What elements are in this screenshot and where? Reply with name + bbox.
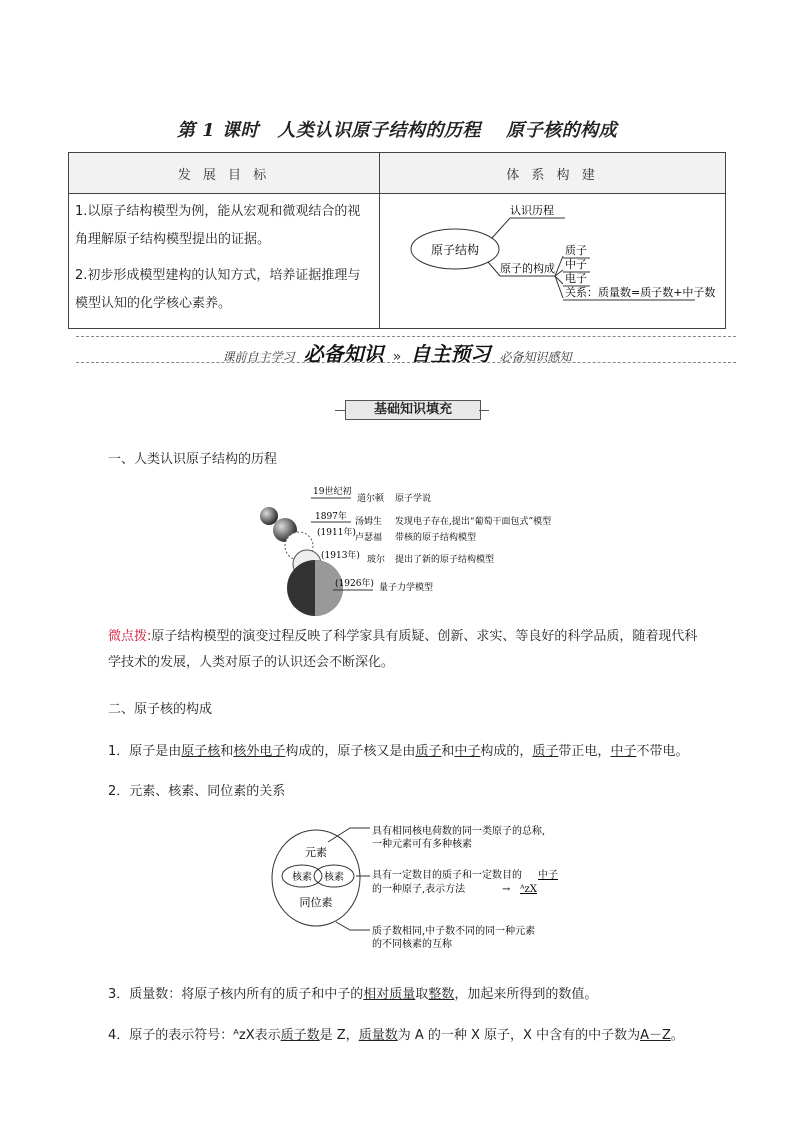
relation-note: 的一种原子,表示方法 bbox=[372, 884, 466, 895]
goal-list bbox=[69, 194, 380, 329]
section-heading: 一、人类认识原子结构的历程 bbox=[108, 452, 278, 467]
history-model: 发现电子存在,提出“葡萄干面包式”模型 bbox=[395, 517, 552, 527]
divider bbox=[479, 410, 489, 411]
section-heading: 二、原子核的构成 bbox=[108, 702, 213, 717]
diagram-branch-top: 认识历程 bbox=[510, 204, 554, 217]
history-person: 玻尔 bbox=[367, 555, 386, 565]
relation-diagram bbox=[266, 822, 586, 962]
element-label: 元素 bbox=[305, 846, 327, 859]
relation-note: 具有一定数目的质子和一定数目的 bbox=[372, 870, 522, 881]
banner-main-right: 自主预习 bbox=[410, 342, 491, 366]
divider bbox=[335, 410, 345, 411]
history-person: 卢瑟福 bbox=[355, 533, 383, 543]
paragraph-2: 2．元素、核素、同位素的关系 bbox=[108, 784, 286, 799]
divider bbox=[76, 336, 736, 337]
relation-note: 一种元素可有多种核素 bbox=[372, 839, 472, 850]
diagram-relation: 关系：质量数=质子数+中子数 bbox=[565, 286, 716, 299]
goal-item: 2.初步形成模型建构的认知方式，培养证据推理与模型认知的化学核心素养。 bbox=[75, 268, 361, 311]
chevron-icon: » bbox=[392, 349, 402, 365]
paragraph-4: 4．原子的表示符号：ᴬzX表示质子数是 Z，质量数为 A 的一种 X 原子，X 中含有的中子数为A－Z。 bbox=[108, 1028, 684, 1043]
tip-label: 微点拨: bbox=[108, 629, 152, 644]
nuclide-label: 核素 bbox=[292, 872, 312, 883]
diagram-item: 质子 bbox=[565, 244, 587, 257]
tip-paragraph bbox=[108, 624, 708, 676]
isotope-label: 同位素 bbox=[299, 896, 333, 909]
relation-note: 中子 bbox=[538, 870, 558, 881]
history-person: 汤姆生 bbox=[355, 517, 383, 527]
relation-arrow: → bbox=[502, 884, 511, 895]
history-year: (1926年) bbox=[335, 579, 374, 589]
history-person: 道尔顿 bbox=[357, 494, 385, 504]
diagram-item: 中子 bbox=[565, 258, 587, 271]
goal-table bbox=[68, 152, 726, 329]
history-model: 带核的原子结构模型 bbox=[395, 533, 477, 543]
relation-note: 质子数相同,中子数不同的同一种元素 bbox=[372, 926, 536, 937]
diagram-branch-bottom: 原子的构成 bbox=[500, 262, 555, 275]
relation-note: 具有相同核电荷数的同一类原子的总称, bbox=[372, 826, 546, 837]
nuclide-label: 核素 bbox=[324, 872, 344, 883]
system-header: 体 系 构 建 bbox=[380, 153, 726, 194]
history-model: 量子力学模型 bbox=[379, 583, 434, 593]
section-pill: 基础知识填充 bbox=[345, 400, 481, 420]
paragraph-1: 1．原子是由原子核和核外电子构成的，原子核又是由质子和中子构成的，质子带正电，中子不带电。 bbox=[108, 744, 689, 759]
history-diagram bbox=[255, 482, 575, 622]
relation-note: 的不同核素的互称 bbox=[372, 939, 452, 950]
banner-right: 必备知识感知 bbox=[499, 350, 572, 364]
system-diagram bbox=[380, 194, 728, 324]
goal-item: 1.以原子结构模型为例，能从宏观和微观结合的视角理解原子结构模型提出的证据。 bbox=[75, 204, 361, 247]
history-year: (1911年) bbox=[317, 528, 356, 538]
history-model: 提出了新的原子结构模型 bbox=[395, 555, 495, 565]
relation-note: ᴬzX bbox=[520, 884, 537, 895]
paragraph-3: 3．质量数：将原子核内所有的质子和中子的相对质量取整数，加起来所得到的数值。 bbox=[108, 987, 598, 1002]
diagram-item: 电子 bbox=[565, 272, 587, 285]
tip-text: 原子结构模型的演变过程反映了科学家具有质疑、创新、求实、等良好的科学品质，随着现代科学技术的发展，人类对原子的认识还会不断深化。 bbox=[108, 629, 698, 670]
divider bbox=[76, 362, 736, 363]
history-model: 原子学说 bbox=[395, 494, 432, 504]
history-year: 1897年 bbox=[315, 512, 347, 522]
banner-main-left: 必备知识 bbox=[303, 342, 384, 366]
history-year: (1913年) bbox=[321, 551, 360, 561]
page-title: 第 1 课时 人类认识原子结构的历程 原子核的构成 bbox=[176, 120, 618, 141]
diagram-center: 原子结构 bbox=[430, 243, 480, 257]
goal-header: 发 展 目 标 bbox=[69, 153, 380, 194]
system-diagram-cell bbox=[380, 194, 726, 329]
banner-left: 课前自主学习 bbox=[222, 350, 295, 364]
history-year: 19世纪初 bbox=[313, 487, 352, 497]
